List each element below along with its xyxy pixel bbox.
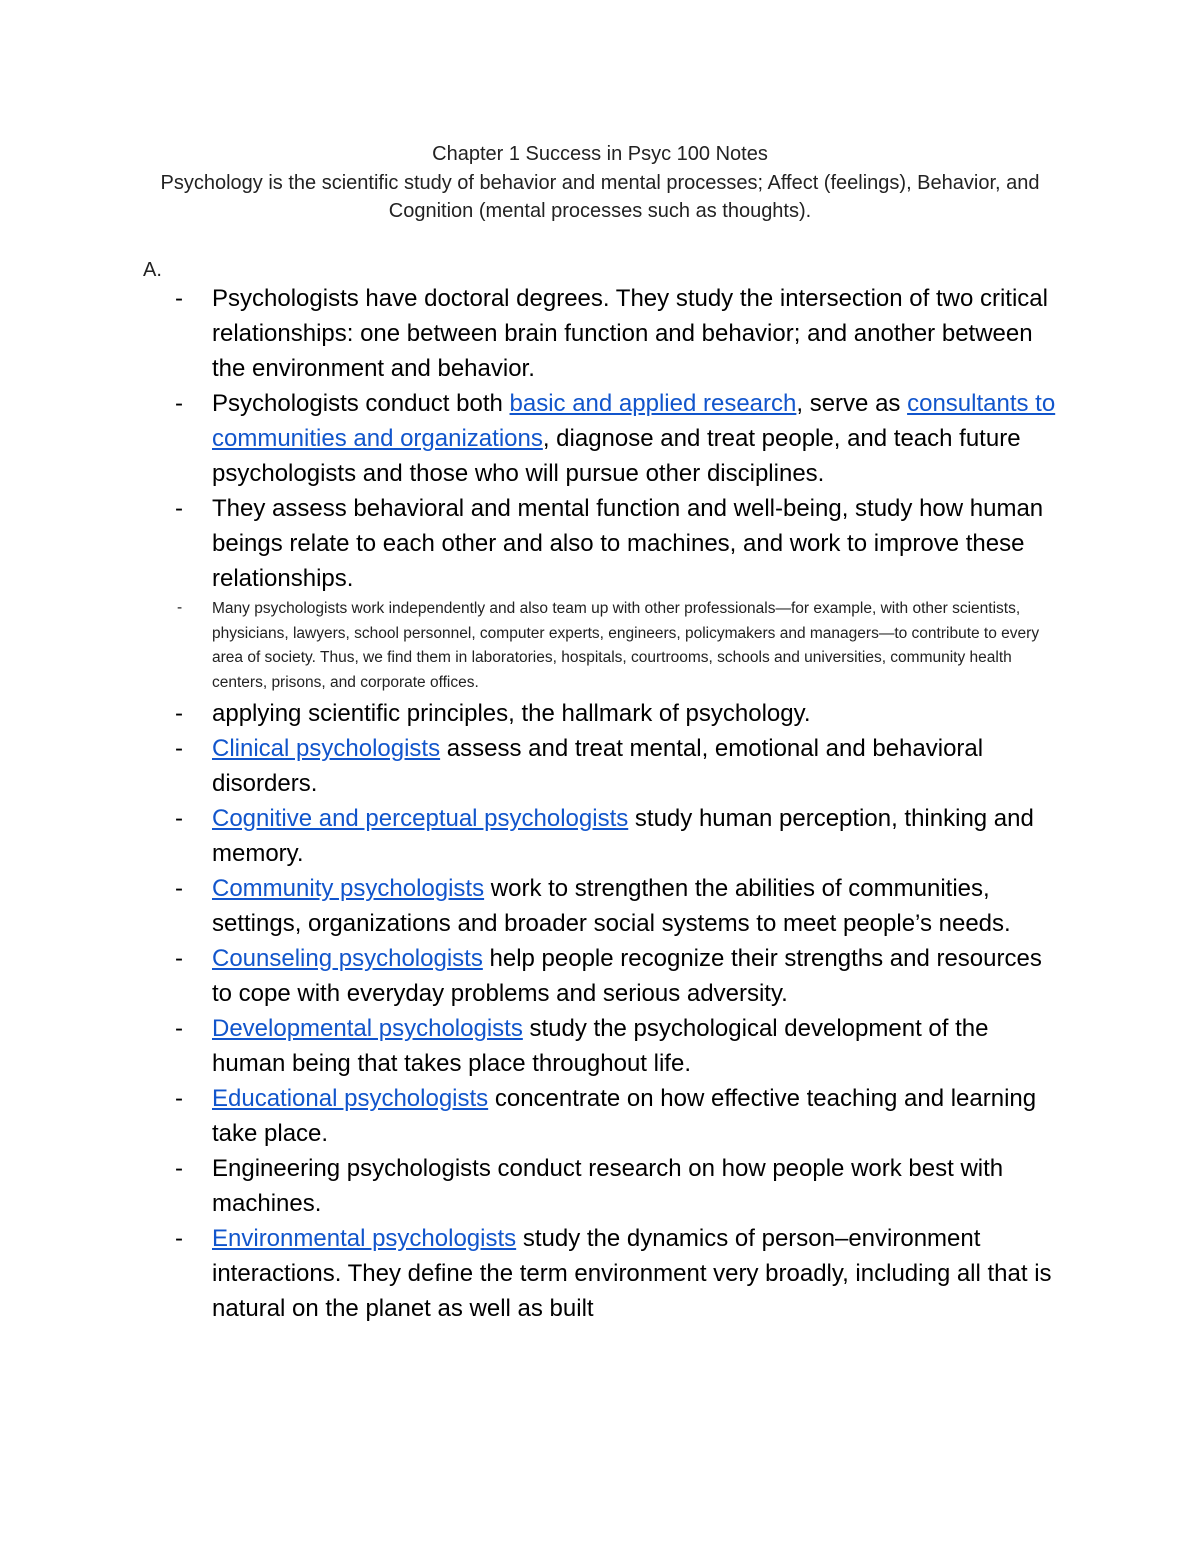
list-item-work-settings <box>0 596 1062 696</box>
list-item-engineering <box>0 1151 1060 1221</box>
document-title: Chapter 1 Success in Psyc 100 Notes <box>432 143 768 165</box>
item-text: study the psychological development of the human being that takes place throughout life. <box>212 1015 989 1077</box>
bullet-dash: - <box>175 390 183 417</box>
bullet-dash: - <box>175 285 183 312</box>
link-community-psychologists[interactable]: Community psychologists <box>212 875 485 902</box>
bullet-dash: - <box>175 1015 183 1042</box>
link-consultants[interactable]: consultants to communities and organizations <box>212 390 1056 452</box>
bullet-dash: - <box>175 495 183 522</box>
intro-paragraph: Psychology is the scientific study of behavior and mental processes; Affect (feelings), Behavior, and Cognition (mental processes such as thoughts). <box>160 172 1040 222</box>
link-cognitive-perceptual-psychologists[interactable]: Cognitive and perceptual psychologists <box>212 805 629 832</box>
bullet-dash: - <box>175 700 183 727</box>
bullet-dash: - <box>175 1155 183 1182</box>
item-text: work to strengthen the abilities of communities, settings, organizations and broader social systems to meet people’s needs. <box>212 875 1011 937</box>
link-basic-applied-research[interactable]: basic and applied research <box>509 390 797 417</box>
bullet-dash: - <box>175 1225 183 1252</box>
bullet-dash: - <box>175 805 183 832</box>
item-text: study the dynamics of person–environment interactions. They define the term environment very broadly, including all that is natural on the planet as well as built <box>212 1225 1052 1322</box>
item-text: , serve as <box>796 390 908 417</box>
link-developmental-psychologists[interactable]: Developmental psychologists <box>212 1015 523 1042</box>
link-educational-psychologists[interactable]: Educational psychologists <box>212 1085 489 1112</box>
list-item-environmental <box>0 1221 1060 1326</box>
item-text: concentrate on how effective teaching and learning take place. <box>212 1085 1037 1147</box>
list-item-doctoral-degrees <box>0 281 1060 386</box>
item-text: assess and treat mental, emotional and behavioral disorders. <box>212 735 984 797</box>
bullet-dash: - <box>175 1085 183 1112</box>
bullet-dash: - <box>177 599 183 616</box>
item-text: Psychologists have doctoral degrees. They study the intersection of two critical relationships: one between brain function and behavior; and another between the environment and behavior. <box>212 285 1048 382</box>
item-text: help people recognize their strengths and resources to cope with everyday problems and serious adversity. <box>212 945 1042 1007</box>
item-text: Psychologists conduct both <box>212 390 510 417</box>
list-item-cognitive <box>0 801 1060 871</box>
link-clinical-psychologists[interactable]: Clinical psychologists <box>212 735 441 762</box>
item-text: Many psychologists work independently and also team up with other professionals—for example, with other scientists, physicians, lawyers, school personnel, computer experts, engineers, policymakers and managers—to contribute to every area of society. Thus, we find them in laboratories, hospitals, courtrooms, schools and universities, community health centers, prisons, and corporate offices. <box>212 600 1040 691</box>
item-text: applying scientific principles, the hallmark of psychology. <box>212 700 811 727</box>
list-item-scientific-principles <box>0 696 1060 731</box>
item-text: study human perception, thinking and memory. <box>212 805 1034 867</box>
list-item-developmental <box>0 1011 1060 1081</box>
link-counseling-psychologists[interactable]: Counseling psychologists <box>212 945 483 972</box>
list-item-assess-function <box>0 491 1060 596</box>
list-item-educational <box>0 1081 1060 1151</box>
link-environmental-psychologists[interactable]: Environmental psychologists <box>212 1225 517 1252</box>
list-item-research-roles <box>0 386 1060 491</box>
bullet-dash: - <box>175 735 183 762</box>
list-item-counseling <box>0 941 1060 1011</box>
item-text: Engineering psychologists conduct research on how people work best with machines. <box>212 1155 1004 1217</box>
section-label: A. <box>143 259 162 281</box>
item-text: , diagnose and treat people, and teach future psychologists and those who will pursue other disciplines. <box>212 425 1021 487</box>
bullet-dash: - <box>175 875 183 902</box>
bullet-list <box>0 281 1200 1326</box>
bullet-dash: - <box>175 945 183 972</box>
list-item-community <box>0 871 1060 941</box>
item-text: They assess behavioral and mental function and well-being, study how human beings relate to each other and also to machines, and work to improve these relationships. <box>212 495 1044 592</box>
list-item-clinical <box>0 731 1060 801</box>
